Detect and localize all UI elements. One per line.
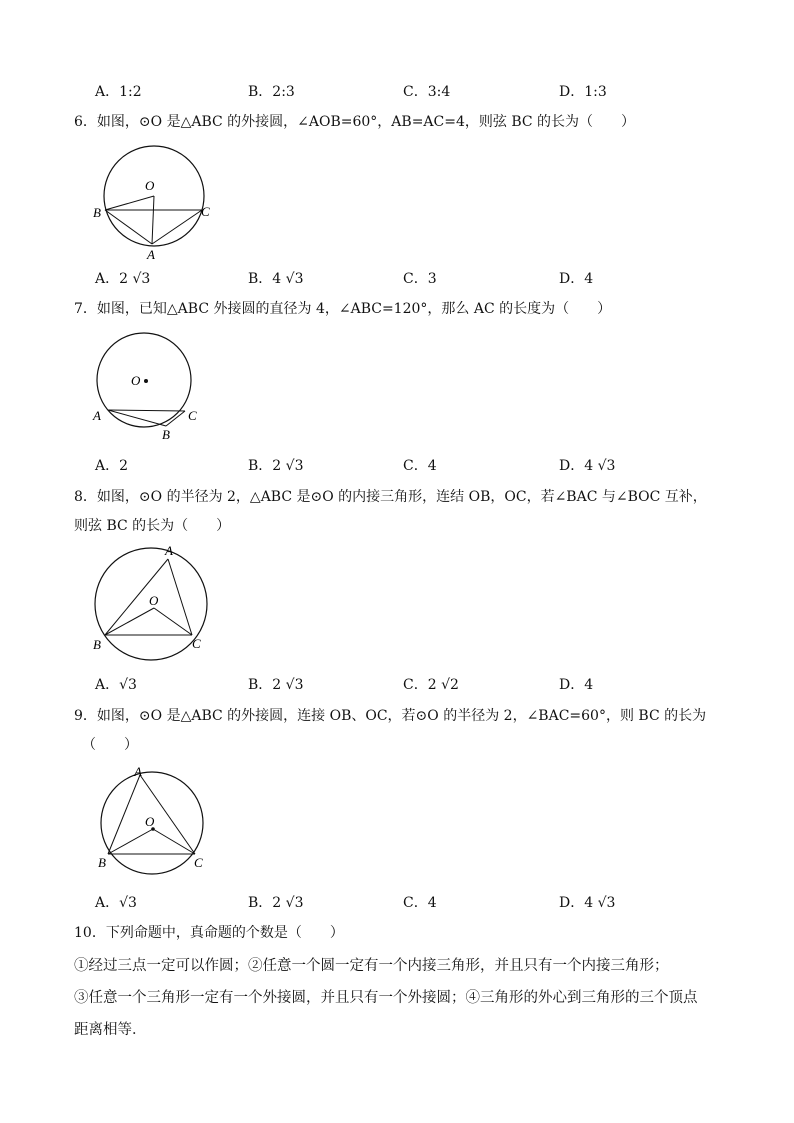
q7-stem: 7．如图，已知△ABC 外接圆的直径为 4，∠ABC=120°，那么 AC 的长度为（ ） (74, 301, 612, 317)
q5-option-b[interactable]: B．2:3 (248, 84, 295, 100)
q9-radius-oc (153, 829, 195, 854)
q9-label-o: O (145, 814, 155, 829)
q9-stem-line1: 9．如图，⊙O 是△ABC 的外接圆，连接 OB、OC，若⊙O 的半径为 2，∠BAC=60°，则 BC 的长为 (74, 708, 707, 724)
q6-stem: 6．如图，⊙O 是△ABC 的外接圆，∠AOB=60°，AB=AC=4，则弦 BC 的长为（ ） (74, 114, 636, 130)
q9-label-c: C (194, 855, 203, 870)
q6-option-c[interactable]: C．3 (403, 271, 437, 287)
q7-figure (88, 328, 208, 446)
q6-chord-ac (152, 210, 202, 244)
q9-option-a[interactable]: A．√3 (95, 895, 137, 911)
q9-radius-ob (108, 829, 153, 854)
q8-stem-line1: 8．如图，⊙O 的半径为 2，△ABC 是⊙O 的内接三角形，连结 OB，OC，若∠BAC 与∠BOC 互补， (74, 489, 707, 505)
q7-option-b[interactable]: B．2 √3 (248, 458, 304, 474)
q9-stem-line2: （ ） (82, 737, 138, 753)
q9-option-b[interactable]: B．2 √3 (248, 895, 304, 911)
q7-label-a: A (93, 408, 101, 423)
q8-option-b[interactable]: B．2 √3 (248, 677, 304, 693)
q7-center-dot (144, 379, 148, 383)
q8-chord-ac (168, 559, 192, 635)
q8-label-c: C (192, 636, 201, 651)
q7-chord-ac (108, 410, 185, 411)
q6-label-b: B (93, 205, 101, 220)
q8-option-d[interactable]: D．4 (559, 677, 594, 693)
q9-option-c[interactable]: C．4 (403, 895, 437, 911)
q10-statement-line1: ①经过三点一定可以作圆；②任意一个圆一定有一个内接三角形，并且只有一个内接三角形； (74, 958, 669, 974)
q6-label-c: C (201, 204, 210, 219)
q8-option-c[interactable]: C．2 √2 (403, 677, 459, 693)
q10-statement-line3: 距离相等． (74, 1022, 147, 1038)
q9-figure (88, 763, 218, 883)
q9-chord-ab (108, 775, 140, 854)
q7-label-c: C (188, 408, 197, 423)
q8-stem-line2: 则弦 BC 的长为（ ） (74, 518, 231, 534)
q6-figure (88, 138, 220, 264)
q5-option-c[interactable]: C．3:4 (403, 84, 451, 100)
q6-radius-ob (105, 196, 154, 210)
q9-label-a: A (134, 764, 142, 779)
q8-radius-ob (105, 608, 154, 635)
q5-option-d[interactable]: D．1:3 (559, 84, 607, 100)
q7-chord-bc (166, 411, 185, 426)
q9-option-d[interactable]: D．4 √3 (559, 895, 616, 911)
q6-option-b[interactable]: B．4 √3 (248, 271, 304, 287)
q9-label-b: B (98, 855, 106, 870)
q7-circle (97, 333, 191, 427)
q5-option-a[interactable]: A．1:2 (95, 84, 142, 100)
q8-chord-ab (105, 559, 168, 635)
q8-label-b: B (93, 637, 101, 652)
q7-label-b: B (162, 427, 170, 442)
q7-option-a[interactable]: A．2 (95, 458, 129, 474)
q7-label-o: O (131, 373, 141, 388)
q6-label-o: O (145, 178, 155, 193)
q10-stem: 10．下列命题中，真命题的个数是（ ） (74, 925, 344, 941)
q6-radius-oa (152, 196, 154, 244)
q8-radius-oc (154, 608, 192, 635)
q8-label-a: A (165, 543, 173, 558)
q6-option-d[interactable]: D．4 (559, 271, 594, 287)
q6-label-a: A (147, 247, 155, 262)
q8-figure (88, 542, 218, 668)
q10-statement-line2: ③任意一个三角形一定有一个外接圆，并且只有一个外接圆；④三角形的外心到三角形的三个顶点 (74, 990, 698, 1006)
q7-option-c[interactable]: C．4 (403, 458, 437, 474)
q6-option-a[interactable]: A．2 √3 (95, 271, 151, 287)
q7-option-d[interactable]: D．4 √3 (559, 458, 616, 474)
q8-label-o: O (149, 593, 159, 608)
q8-option-a[interactable]: A．√3 (95, 677, 137, 693)
